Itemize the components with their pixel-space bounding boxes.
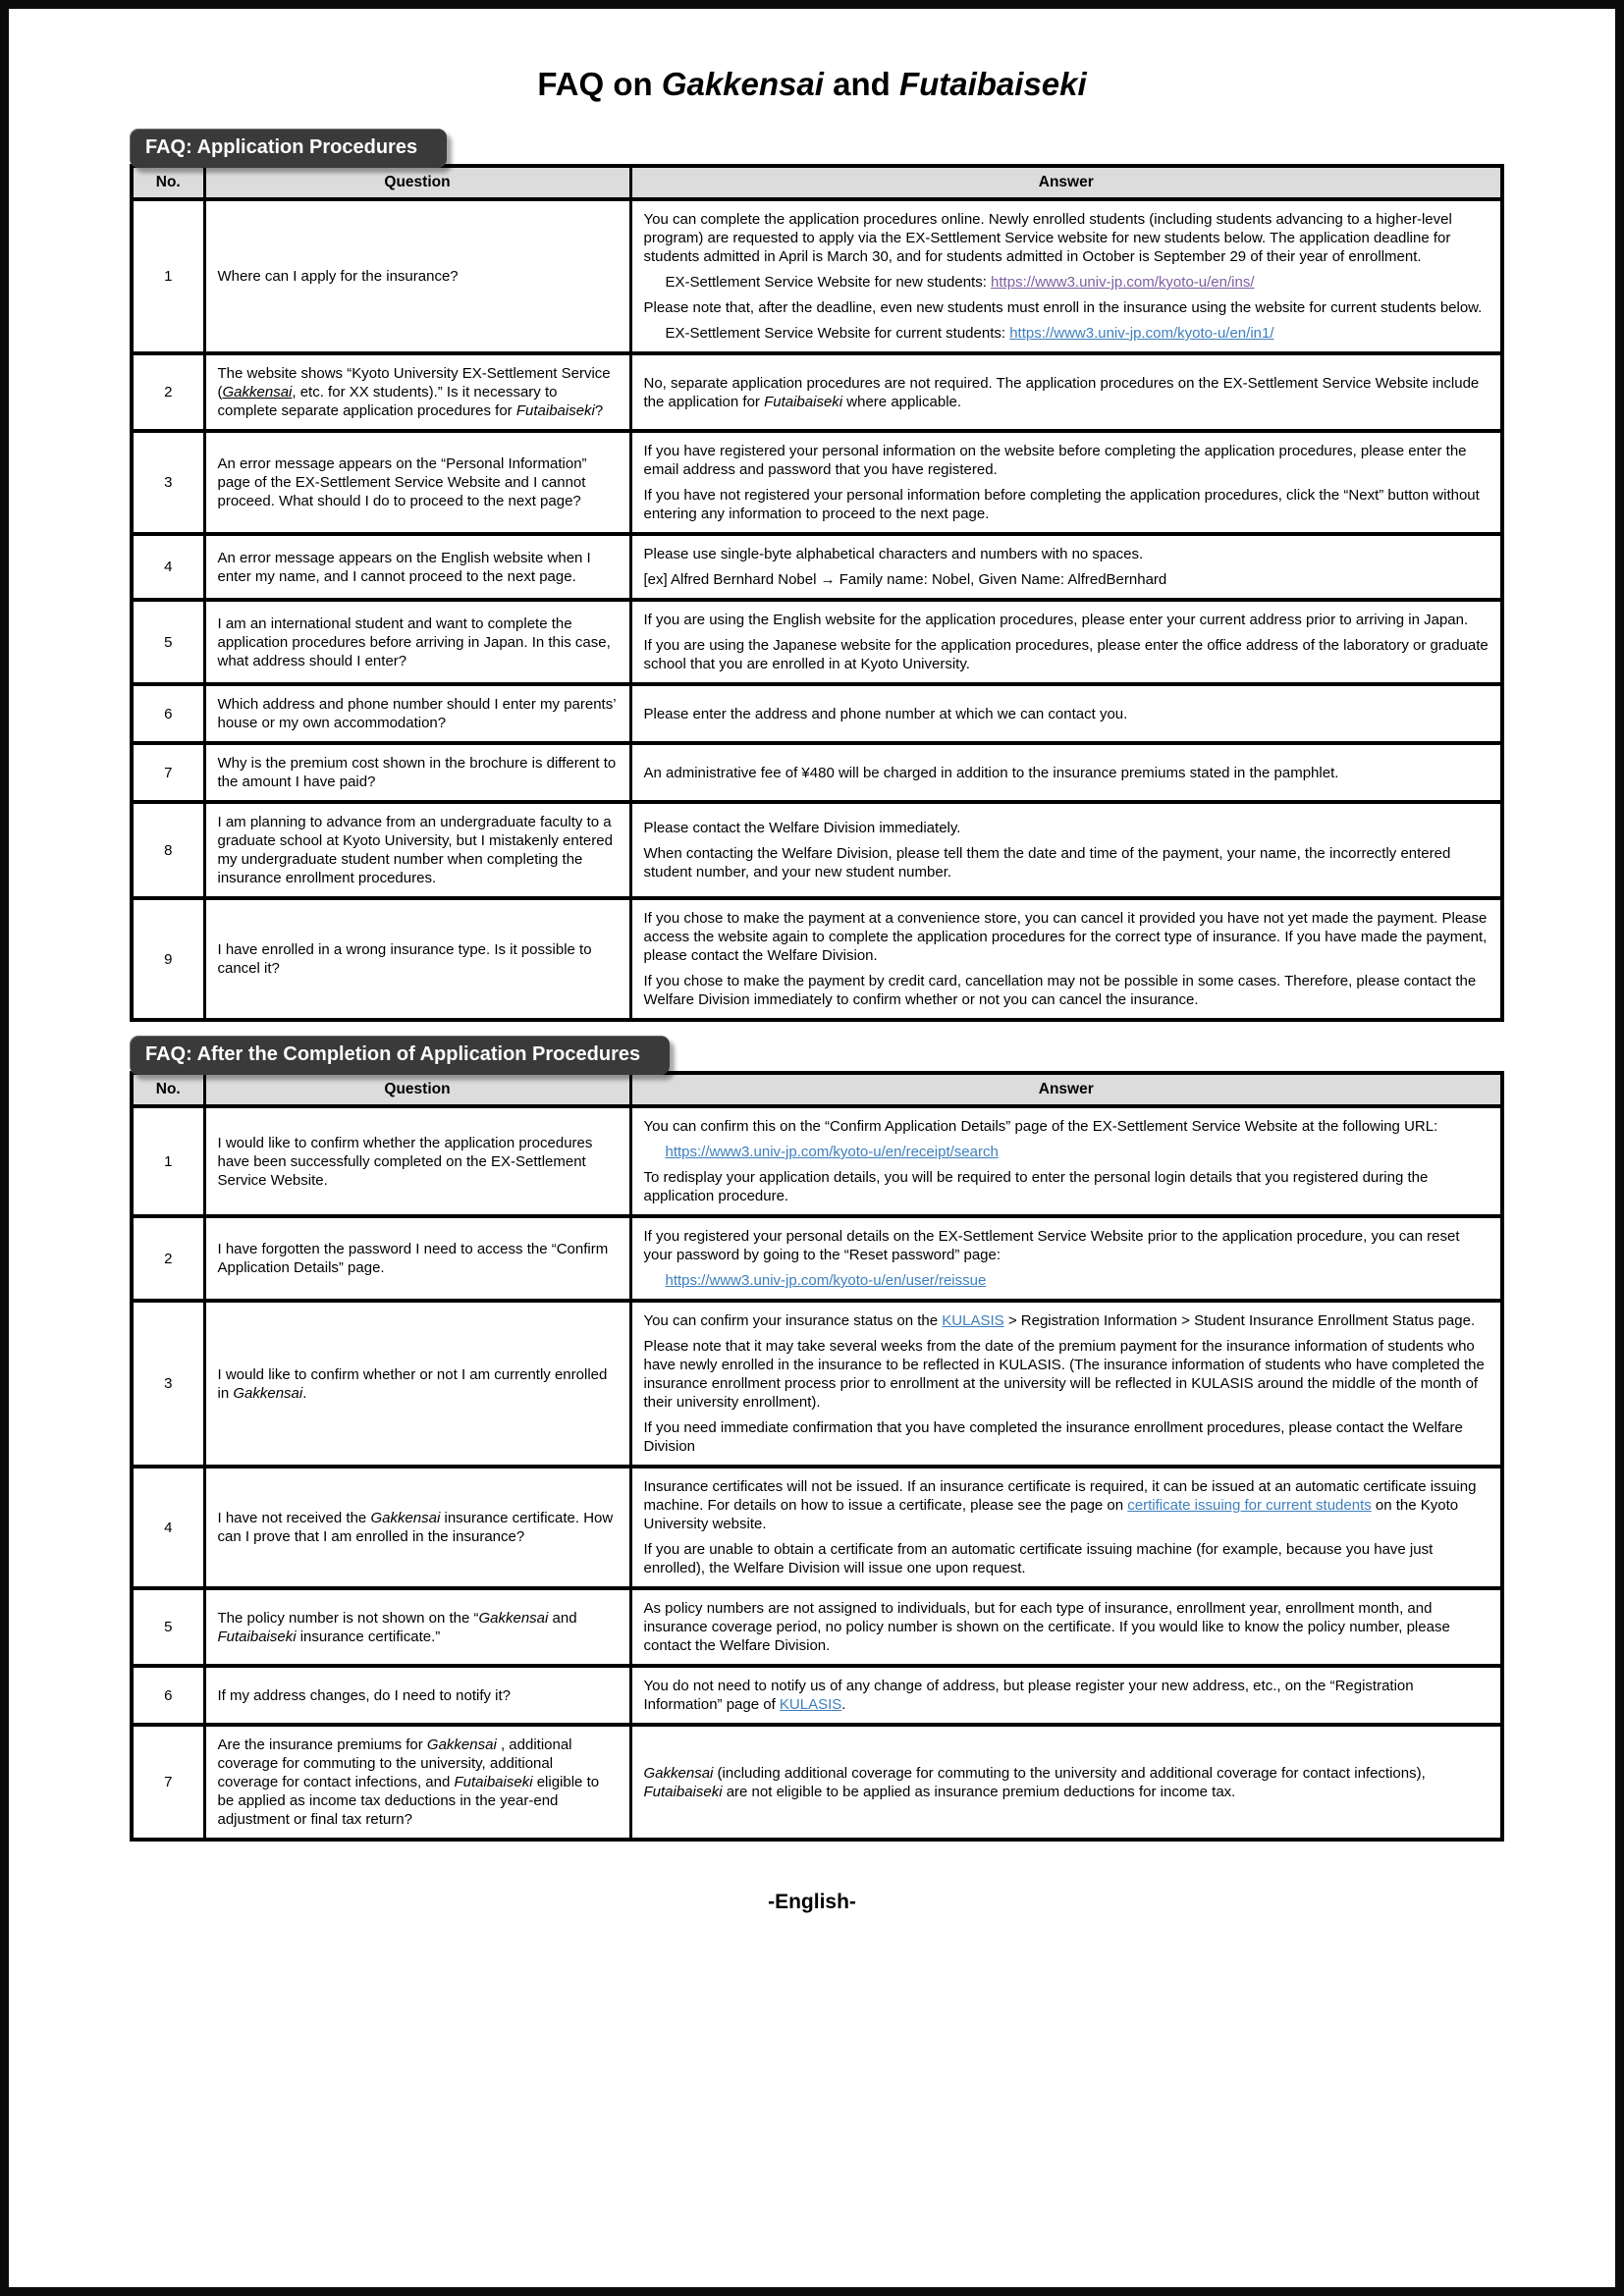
table-row: [132, 600, 1502, 684]
column-header-answer: Answer: [630, 1073, 1502, 1106]
section-heading-label: FAQ: After the Completion of Application Procedures: [145, 1043, 641, 1065]
italic-term: Futaibaiseki: [764, 393, 843, 410]
answer-paragraph: Please note that it may take several weeks from the date of the premium payment for the insurance information of students who have newly enrolled in the insurance to be reflected in KULASIS. (The insurance information of students who have completed the insurance enrollment process prior to enrollment at the university will be reflected in KULASIS around the middle of the month of their university enrollment).: [643, 1338, 1485, 1411]
italic-term: Futaibaiseki: [454, 1774, 533, 1790]
table-row: [132, 1666, 1502, 1725]
row-number: 3: [132, 431, 204, 534]
question-paragraph: Why is the premium cost shown in the brochure is different to the amount I have paid?: [217, 755, 617, 790]
answer-cell: [630, 1666, 1502, 1725]
column-header-answer: Answer: [630, 166, 1502, 199]
table-row: [132, 684, 1502, 743]
table-header-row: [132, 166, 1502, 199]
question-paragraph: I have not received the Gakkensai insurance certificate. How can I prove that I am enrolled in the insurance?: [217, 1510, 614, 1545]
answer-paragraph: Please contact the Welfare Division immediately.: [643, 820, 961, 836]
table-row: [132, 431, 1502, 534]
answer-paragraph: If you have registered your personal information on the website before completing the application procedures, please enter the email address and password that you have registered.: [643, 443, 1467, 478]
answer-paragraph: If you registered your personal details on the EX-Settlement Service Website prior to the application procedure, you can reset your password by going to the “Reset password” page:: [643, 1228, 1460, 1263]
table-row: [132, 1106, 1502, 1216]
table-header-row: [132, 1073, 1502, 1106]
answer-paragraph: If you are using the Japanese website for the application procedures, please enter the office address of the laboratory or graduate school that you are enrolled in at Kyoto University.: [643, 637, 1489, 672]
section-application-procedures: [130, 129, 1504, 1022]
answer-cell: [630, 898, 1502, 1020]
answer-paragraph: An administrative fee of ¥480 will be charged in addition to the insurance premiums stated in the pamphlet.: [643, 764, 1339, 781]
row-number: 5: [132, 600, 204, 684]
question-cell: [204, 802, 630, 898]
answer-paragraph: Gakkensai (including additional coverage for commuting to the university and additional coverage for contact infections), Futaibaiseki are not eligible to be applied as insurance premium deductions for income tax.: [643, 1764, 1426, 1800]
answer-paragraph: [644, 1143, 1489, 1161]
inline-link[interactable]: KULASIS: [779, 1696, 842, 1713]
answer-paragraph: You can confirm your insurance status on the KULASIS > Registration Information > Student Insurance Enrollment Status page.: [643, 1312, 1476, 1329]
question-cell: [204, 1725, 630, 1840]
inline-link[interactable]: KULASIS: [942, 1312, 1004, 1329]
inline-link[interactable]: certificate issuing for current students: [1127, 1497, 1372, 1514]
row-number: 3: [132, 1301, 204, 1467]
italic-term: Gakkensai: [233, 1384, 303, 1402]
question-cell: [204, 684, 630, 743]
row-number: 6: [132, 1666, 204, 1725]
question-cell: [204, 199, 630, 353]
answer-paragraph: If you chose to make the payment at a convenience store, you can cancel it provided you have not yet made the payment. Please access the website again to complete the application procedures for the correct type of insurance. If you have made the payment, please contact the Welfare Division.: [643, 910, 1488, 964]
row-number: 8: [132, 802, 204, 898]
answer-paragraph: Please use single-byte alphabetical characters and numbers with no spaces.: [643, 546, 1144, 562]
answer-cell: [630, 1725, 1502, 1840]
table-row: [132, 1588, 1502, 1666]
italic-term: Gakkensai: [661, 66, 824, 102]
answer-paragraph: EX-Settlement Service Website for current students: https://www3.univ-jp.com/kyoto-u/en/in1/: [665, 325, 1274, 342]
row-number: 1: [132, 1106, 204, 1216]
table-row: [132, 802, 1502, 898]
question-cell: [204, 431, 630, 534]
question-cell: [204, 534, 630, 600]
question-paragraph: The website shows “Kyoto University EX-Settlement Service (Gakkensai, etc. for XX students).” Is it necessary to complete separate application procedures for Futaibaiseki?: [217, 365, 611, 419]
section-heading-label: FAQ: Application Procedures: [145, 136, 418, 158]
answer-paragraph: When contacting the Welfare Division, please tell them the date and time of the payment, your name, the incorrectly entered student number, and your new student number.: [643, 845, 1451, 881]
answer-cell: [630, 684, 1502, 743]
answer-cell: [630, 431, 1502, 534]
table-row: [132, 199, 1502, 353]
answer-cell: [630, 743, 1502, 802]
question-paragraph: I am planning to advance from an undergraduate faculty to a graduate school at Kyoto University, but I mistakenly entered my undergraduate student number when completing the insurance enrollment procedures.: [217, 814, 613, 886]
table-row: [132, 353, 1502, 431]
italic-term: Futaibaiseki: [217, 1628, 297, 1645]
answer-paragraph: If you are using the English website for the application procedures, please enter your current address prior to arriving in Japan.: [643, 612, 1469, 628]
answer-paragraph: To redisplay your application details, you will be required to enter the personal login details that you registered during the application procedure.: [643, 1169, 1429, 1204]
question-paragraph: I would like to confirm whether the application procedures have been successfully completed on the EX-Settlement Service Website.: [217, 1134, 593, 1189]
answer-paragraph: Insurance certificates will not be issued. If an insurance certificate is required, it can be issued at an automatic certificate issuing machine. For details on how to issue a certificate, please see the page on certificate issuing for current students on the Kyoto University website.: [643, 1478, 1477, 1532]
question-paragraph: An error message appears on the English website when I enter my name, and I cannot proceed to the next page.: [217, 549, 591, 585]
question-paragraph: I have enrolled in a wrong insurance type. Is it possible to cancel it?: [217, 941, 592, 977]
answer-paragraph: No, separate application procedures are not required. The application procedures on the EX-Settlement Service Website include the application for Futaibaiseki where applicable.: [643, 374, 1480, 410]
italic-term: Futaibaiseki: [515, 402, 595, 419]
answer-cell: [630, 1467, 1502, 1588]
question-paragraph: If my address changes, do I need to notify it?: [217, 1686, 512, 1704]
answer-paragraph: [644, 1271, 1489, 1290]
table-row: [132, 1216, 1502, 1301]
table-row: [132, 743, 1502, 802]
row-number: 2: [132, 1216, 204, 1301]
table-row: [132, 1301, 1502, 1467]
answer-paragraph: As policy numbers are not assigned to individuals, but for each type of insurance, enrollment year, enrollment month, and insurance coverage period, no policy number is shown on the certificate. If you would like to know the policy number, please contact the Welfare Division.: [643, 1600, 1450, 1654]
inline-link[interactable]: https://www3.univ-jp.com/kyoto-u/en/receipt/search: [665, 1144, 999, 1160]
question-cell: [204, 1106, 630, 1216]
answer-paragraph: EX-Settlement Service Website for new students: https://www3.univ-jp.com/kyoto-u/en/ins/: [665, 274, 1255, 291]
row-number: 2: [132, 353, 204, 431]
section-after-completion: [130, 1036, 1504, 1842]
answer-paragraph: Please note that, after the deadline, even new students must enroll in the insurance using the website for current students below.: [643, 299, 1483, 316]
answer-cell: [630, 1106, 1502, 1216]
italic-term: Gakkensai: [643, 1764, 714, 1782]
table-row: [132, 898, 1502, 1020]
column-header-no: No.: [132, 1073, 204, 1106]
row-number: 7: [132, 1725, 204, 1840]
answer-cell: [630, 534, 1502, 600]
inline-link[interactable]: https://www3.univ-jp.com/kyoto-u/en/in1/: [1009, 325, 1274, 342]
inline-link[interactable]: https://www3.univ-jp.com/kyoto-u/en/user/reissue: [665, 1272, 987, 1289]
column-header-question: Question: [204, 1073, 630, 1106]
table-row: [132, 1467, 1502, 1588]
question-cell: [204, 1301, 630, 1467]
footer-language-label: -English-: [768, 1891, 856, 1913]
row-number: 6: [132, 684, 204, 743]
question-cell: [204, 353, 630, 431]
question-cell: [204, 1666, 630, 1725]
row-number: 7: [132, 743, 204, 802]
page-title: FAQ on Gakkensai and Futaibaiseki: [537, 66, 1087, 102]
question-cell: [204, 898, 630, 1020]
question-paragraph: Which address and phone number should I enter my parents’ house or my own accommodation?: [217, 696, 617, 731]
answer-cell: [630, 1301, 1502, 1467]
question-paragraph: The policy number is not shown on the “Gakkensai and Futaibaiseki insurance certificate.”: [217, 1609, 577, 1645]
italic-term: Futaibaiseki: [643, 1783, 723, 1800]
section-heading-tab: [130, 129, 447, 168]
answer-cell: [630, 600, 1502, 684]
answer-paragraph: You can confirm this on the “Confirm Application Details” page of the EX-Settlement Service Website at the following URL:: [643, 1118, 1438, 1135]
italic-term: Gakkensai: [222, 384, 293, 400]
answer-paragraph: You can complete the application procedures online. Newly enrolled students (including students advancing to a higher-level program) are requested to apply via the EX-Settlement Service website for new students below. The application deadline for students admitted in April is March 30, and for students admitted in October is September 29 of their year of enrollment.: [643, 211, 1452, 265]
question-paragraph: I have forgotten the password I need to access the “Confirm Application Details” page.: [217, 1241, 609, 1276]
faq-table-application-procedures: [130, 164, 1504, 1022]
question-paragraph: I am an international student and want to complete the application procedures before arriving in Japan. In this case, what address should I enter?: [217, 614, 611, 669]
question-cell: [204, 600, 630, 684]
answer-paragraph: Please enter the address and phone number at which we can contact you.: [643, 705, 1128, 722]
question-cell: [204, 1588, 630, 1666]
answer-paragraph: If you chose to make the payment by credit card, cancellation may not be possible in some cases. Therefore, please contact the Welfare Division immediately to confirm whether or not you can cancel the insurance.: [643, 973, 1477, 1008]
section-heading-tab: [130, 1036, 670, 1075]
italic-term: Gakkensai: [426, 1736, 497, 1753]
question-paragraph: I would like to confirm whether or not I am currently enrolled in Gakkensai.: [217, 1365, 608, 1402]
italic-term: Gakkensai: [478, 1609, 549, 1627]
answer-paragraph: [ex] Alfred Bernhard Nobel → Family name: Nobel, Given Name: AlfredBernhard: [643, 571, 1167, 588]
answer-paragraph: If you need immediate confirmation that you have completed the insurance enrollment procedures, please contact the Welfare Division: [643, 1419, 1463, 1455]
row-number: 1: [132, 199, 204, 353]
question-cell: [204, 743, 630, 802]
question-paragraph: An error message appears on the “Personal Information” page of the EX-Settlement Service Website and I cannot proceed. What should I do to proceed to the next page?: [217, 455, 587, 509]
faq-table-after-completion: [130, 1071, 1504, 1842]
row-number: 4: [132, 534, 204, 600]
answer-cell: [630, 1216, 1502, 1301]
inline-link[interactable]: https://www3.univ-jp.com/kyoto-u/en/ins/: [991, 274, 1255, 291]
question-paragraph: Where can I apply for the insurance?: [217, 268, 459, 285]
row-number: 9: [132, 898, 204, 1020]
italic-term: Gakkensai: [370, 1510, 441, 1526]
row-number: 4: [132, 1467, 204, 1588]
table-row: [132, 534, 1502, 600]
question-cell: [204, 1467, 630, 1588]
answer-paragraph: You do not need to notify us of any change of address, but please register your new address, etc., on the “Registration Information” page of KULASIS.: [643, 1678, 1414, 1713]
answer-cell: [630, 353, 1502, 431]
answer-cell: [630, 1588, 1502, 1666]
row-number: 5: [132, 1588, 204, 1666]
answer-cell: [630, 802, 1502, 898]
answer-paragraph: If you have not registered your personal information before completing the application procedures, click the “Next” button without entering any information to proceed to the next page.: [643, 487, 1480, 522]
question-paragraph: Are the insurance premiums for Gakkensai , additional coverage for commuting to the university, additional coverage for contact infections, and Futaibaiseki eligible to be applied as income tax deductions in the year-end adjustment or final tax return?: [217, 1736, 600, 1828]
italic-term: Futaibaiseki: [898, 66, 1087, 102]
table-row: [132, 1725, 1502, 1840]
column-header-no: No.: [132, 166, 204, 199]
answer-paragraph: If you are unable to obtain a certificate from an automatic certificate issuing machine (for example, because you have just enrolled), the Welfare Division will issue one upon request.: [643, 1541, 1434, 1576]
question-cell: [204, 1216, 630, 1301]
column-header-question: Question: [204, 166, 630, 199]
answer-cell: [630, 199, 1502, 353]
